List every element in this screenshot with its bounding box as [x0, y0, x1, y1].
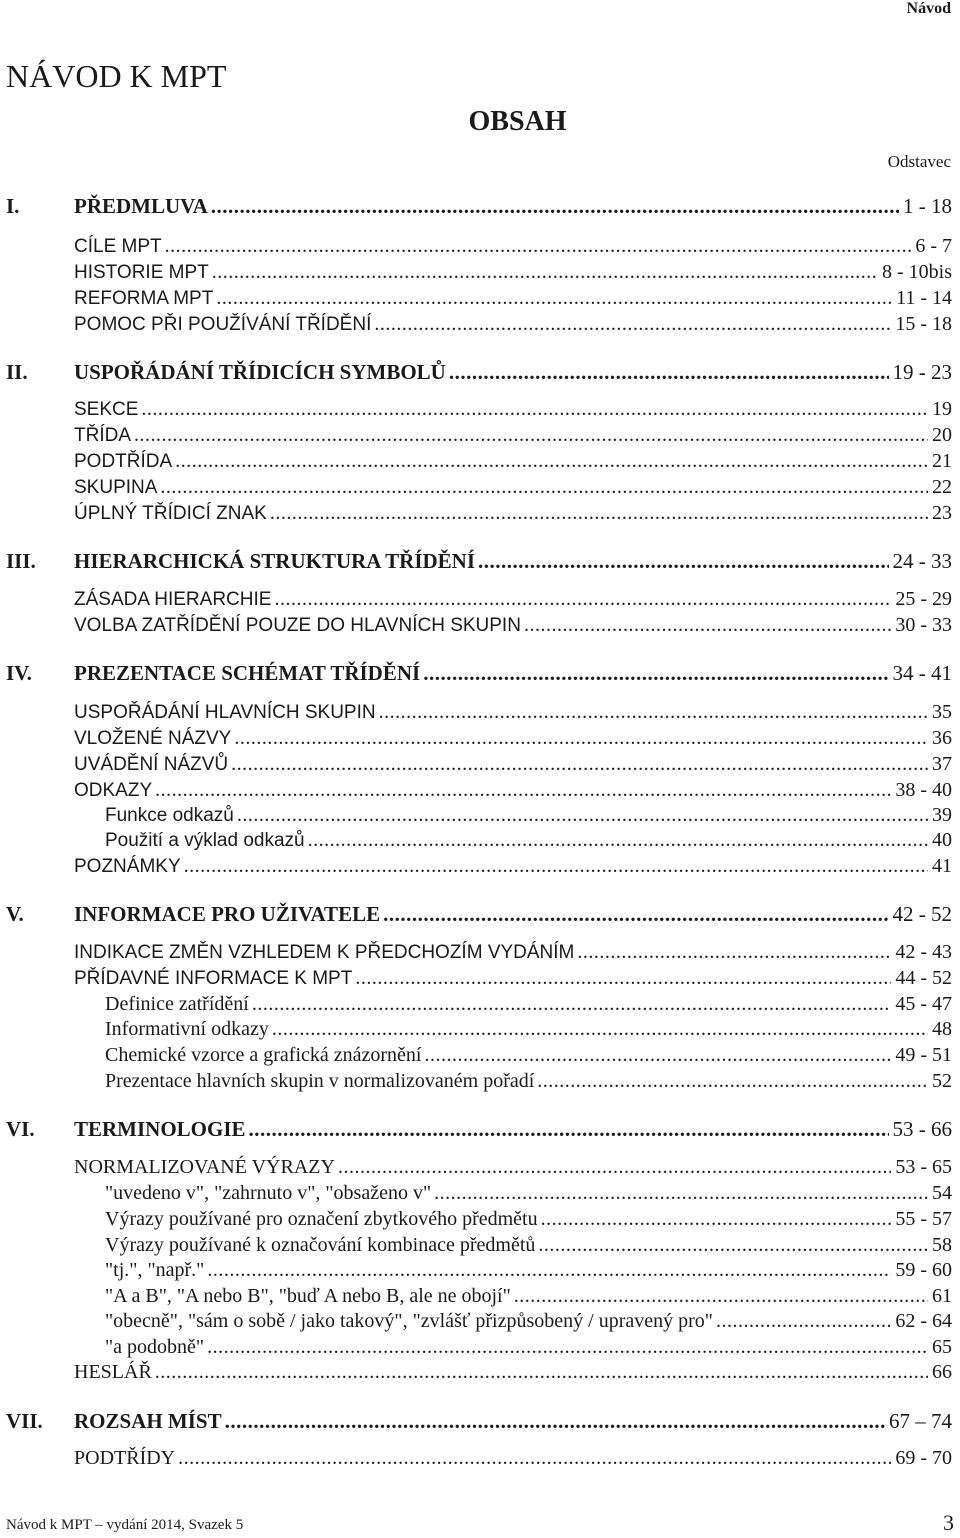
toc-entry-paragraphs: 58 [932, 1234, 952, 1256]
toc-entry-label: PREZENTACE SCHÉMAT TŘÍDĚNÍ [74, 661, 421, 685]
toc-entry-label: PŘÍDAVNÉ INFORMACE K MPT [74, 968, 353, 989]
toc-entry-paragraphs: 53 - 66 [892, 1117, 952, 1141]
toc-entry-label: POZNÁMKY [74, 856, 181, 877]
page-number: 3 [943, 1510, 954, 1535]
toc-leader-dots [212, 262, 878, 282]
toc-leader-dots [207, 1260, 891, 1280]
toc-entry-label: ÚPLNÝ TŘÍDICÍ ZNAK [74, 503, 267, 524]
toc-section-number: II. [6, 360, 28, 384]
toc-entry-label: INDIKACE ZMĚN VZHLEDEM K PŘEDCHOZÍM VYDÁNÍM [74, 942, 575, 963]
toc-entry-label: HIERARCHICKÁ STRUKTURA TŘÍDĚNÍ [74, 549, 476, 573]
toc-leader-dots [434, 1183, 928, 1203]
toc-leader-dots [160, 477, 928, 497]
toc-leader-dots [216, 288, 892, 308]
toc-entry-label: "a podobně" [105, 1336, 205, 1358]
toc-leader-dots [155, 1362, 928, 1382]
toc-entry-paragraphs: 25 - 29 [895, 588, 952, 610]
toc-entry-paragraphs: 54 [932, 1182, 952, 1204]
toc-entry-paragraphs: 40 [932, 829, 952, 851]
toc-entry-paragraphs: 39 [932, 804, 952, 826]
toc-leader-dots [338, 1157, 891, 1177]
toc-entry[interactable] [74, 399, 952, 419]
toc-entry-paragraphs: 19 - 23 [892, 360, 952, 384]
toc-entry-label: PODTŘÍDA [74, 451, 173, 472]
toc-entry-paragraphs: 21 [932, 450, 952, 472]
toc-section-number: VII. [6, 1409, 43, 1433]
toc-entry[interactable] [105, 1183, 952, 1203]
toc-entry-paragraphs: 20 [932, 424, 952, 446]
toc-entry[interactable] [74, 942, 952, 962]
toc-entry-paragraphs: 22 [932, 476, 952, 498]
toc-entry-paragraphs: 6 - 7 [915, 235, 952, 257]
toc-entry[interactable] [105, 1337, 952, 1357]
toc-entry-paragraphs: 37 [932, 753, 952, 775]
toc-entry-label: REFORMA MPT [74, 288, 214, 309]
toc-entry-paragraphs: 65 [932, 1336, 952, 1358]
toc-entry[interactable] [6, 902, 952, 926]
toc-entry-label: "tj.", "např." [105, 1259, 205, 1281]
toc-entry[interactable] [74, 262, 952, 282]
toc-entry[interactable] [6, 661, 952, 685]
toc-entry[interactable] [105, 805, 952, 825]
toc-leader-dots [134, 425, 928, 445]
document-title: NÁVOD K MPT [6, 58, 227, 94]
toc-leader-dots [225, 1411, 885, 1432]
toc-entry-label: SKUPINA [74, 477, 158, 498]
toc-entry[interactable] [74, 856, 952, 876]
toc-entry[interactable] [6, 1409, 952, 1433]
toc-entry-paragraphs: 30 - 33 [895, 614, 952, 636]
toc-entry-label: USPOŘÁDÁNÍ HLAVNÍCH SKUPIN [74, 702, 376, 723]
toc-entry[interactable] [6, 549, 952, 573]
toc-leader-dots [231, 754, 928, 774]
toc-entry-paragraphs: 1 - 18 [903, 194, 952, 218]
toc-leader-dots [141, 399, 928, 419]
toc-entry-paragraphs: 11 - 14 [896, 287, 952, 309]
toc-entry[interactable] [74, 589, 952, 609]
toc-entry[interactable] [74, 754, 952, 774]
toc-leader-dots [272, 1019, 928, 1039]
toc-leader-dots [541, 1209, 892, 1229]
toc-entry-label: Výrazy používané pro označení zbytkového předmětu [105, 1208, 538, 1230]
toc-section-number: I. [6, 194, 20, 218]
toc-entry[interactable] [105, 1311, 952, 1331]
toc-leader-dots [274, 589, 891, 609]
toc-leader-dots [211, 196, 899, 217]
toc-entry-paragraphs: 42 - 43 [895, 941, 952, 963]
toc-leader-dots [538, 1235, 928, 1255]
toc-leader-dots [577, 942, 891, 962]
toc-entry-label: TŘÍDA [74, 425, 131, 446]
toc-entry-paragraphs: 8 - 10bis [882, 261, 952, 283]
toc-leader-dots [178, 1448, 891, 1468]
toc-entry[interactable] [74, 451, 952, 471]
toc-entry-paragraphs: 49 - 51 [895, 1044, 952, 1066]
toc-entry-label: "uvedeno v", "zahrnuto v", "obsaženo v" [105, 1182, 432, 1204]
toc-leader-dots [524, 615, 891, 635]
toc-entry-paragraphs: 53 - 65 [895, 1156, 952, 1178]
toc-entry[interactable] [105, 1260, 952, 1280]
toc-entry-label: "obecně", "sám o sobě / jako takový", "zvlášť přizpůsobený / upravený pro" [105, 1310, 713, 1332]
toc-entry-label: Definice zatřídění [105, 993, 249, 1015]
toc-leader-dots [252, 994, 892, 1014]
toc-entry-paragraphs: 38 - 40 [895, 779, 952, 801]
toc-leader-dots [207, 1337, 928, 1357]
toc-entry-label: HESLÁŘ [74, 1361, 152, 1383]
toc-entry[interactable] [74, 728, 952, 748]
toc-entry-label: CÍLE MPT [74, 236, 162, 257]
toc-section-number: IV. [6, 661, 32, 685]
toc-entry-label: PŘEDMLUVA [74, 194, 208, 218]
toc-leader-dots [374, 314, 891, 334]
toc-entry[interactable] [74, 780, 952, 800]
toc-entry[interactable] [105, 1071, 952, 1091]
toc-entry[interactable] [74, 477, 952, 497]
toc-entry-label: USPOŘÁDÁNÍ TŘÍDICÍCH SYMBOLŮ [74, 360, 446, 384]
toc-leader-dots [249, 1119, 889, 1140]
toc-leader-dots [424, 1045, 891, 1065]
toc-entry-label: SEKCE [74, 399, 139, 420]
toc-entry-paragraphs: 35 [932, 701, 952, 723]
toc-entry[interactable] [74, 615, 952, 635]
toc-entry-paragraphs: 59 - 60 [895, 1259, 952, 1281]
toc-entry-paragraphs: 19 [932, 398, 952, 420]
toc-leader-dots [716, 1311, 891, 1331]
toc-section-number: VI. [6, 1117, 35, 1141]
column-label: Odstavec [887, 152, 951, 171]
toc-entry-paragraphs: 62 - 64 [895, 1310, 952, 1332]
toc-entry-label: VOLBA ZATŘÍDĚNÍ POUZE DO HLAVNÍCH SKUPIN [74, 615, 521, 636]
toc-entry[interactable] [74, 425, 952, 445]
toc-entry[interactable] [74, 236, 952, 256]
toc-entry-label: Chemické vzorce a grafická znázornění [105, 1044, 422, 1066]
toc-entry-label: Použití a výklad odkazů [105, 830, 305, 851]
toc-entry[interactable] [74, 1448, 952, 1468]
toc-entry-paragraphs: 23 [932, 502, 952, 524]
toc-leader-dots [449, 362, 889, 383]
toc-entry[interactable] [105, 1235, 952, 1255]
toc-entry[interactable] [105, 1019, 952, 1039]
toc-entry-paragraphs: 52 [932, 1070, 952, 1092]
toc-heading: OBSAH [468, 106, 567, 137]
toc-entry-label: HISTORIE MPT [74, 262, 209, 283]
toc-section-number: V. [6, 902, 24, 926]
toc-entry[interactable] [6, 1117, 952, 1141]
toc-entry-label: ROZSAH MÍST [74, 1409, 222, 1433]
toc-entry-label: PODTŘÍDY [74, 1447, 176, 1469]
toc-entry[interactable] [105, 1209, 952, 1229]
toc-leader-dots [514, 1286, 928, 1306]
toc-entry-paragraphs: 34 - 41 [892, 661, 952, 685]
toc-leader-dots [175, 451, 928, 471]
toc-leader-dots [355, 968, 891, 988]
toc-leader-dots [308, 830, 928, 850]
toc-entry-label: POMOC PŘI POUŽÍVÁNÍ TŘÍDĚNÍ [74, 314, 372, 335]
toc-leader-dots [379, 702, 928, 722]
toc-entry-label: Prezentace hlavních skupin v normalizovaném pořadí [105, 1070, 535, 1092]
toc-leader-dots [155, 780, 891, 800]
toc-entry-paragraphs: 55 - 57 [895, 1208, 952, 1230]
toc-entry[interactable] [105, 830, 952, 850]
toc-entry-label: Informativní odkazy [105, 1018, 269, 1040]
toc-entry[interactable] [105, 1045, 952, 1065]
toc-entry-label: NORMALIZOVANÉ VÝRAZY [74, 1156, 335, 1178]
toc-entry[interactable] [74, 1362, 952, 1382]
toc-entry[interactable] [6, 194, 952, 218]
toc-entry[interactable] [74, 503, 952, 523]
toc-entry-label: Výrazy používané k označování kombinace předmětů [105, 1234, 536, 1256]
toc-entry-paragraphs: 69 - 70 [895, 1447, 952, 1469]
toc-entry-paragraphs: 45 - 47 [895, 993, 952, 1015]
toc-section-number: III. [6, 549, 36, 573]
toc-entry-paragraphs: 42 - 52 [892, 902, 952, 926]
running-header: Návod [906, 0, 951, 17]
toc-entry-label: TERMINOLOGIE [74, 1117, 246, 1141]
toc-entry[interactable] [105, 1286, 952, 1306]
toc-leader-dots [234, 728, 928, 748]
toc-entry-paragraphs: 48 [932, 1018, 952, 1040]
toc-entry-paragraphs: 66 [932, 1361, 952, 1383]
toc-entry[interactable] [6, 360, 952, 384]
toc-leader-dots [383, 904, 888, 925]
toc-entry-label: Funkce odkazů [105, 805, 234, 826]
toc-leader-dots [184, 856, 928, 876]
toc-entry[interactable] [105, 994, 952, 1014]
footer-text: Návod k MPT – vydání 2014, Svazek 5 [6, 1517, 244, 1533]
toc-entry[interactable] [74, 314, 952, 334]
toc-entry-paragraphs: 36 [932, 727, 952, 749]
toc-entry[interactable] [74, 702, 952, 722]
toc-entry-label: "A a B", "A nebo B", "buď A nebo B, ale ne obojí" [105, 1285, 511, 1307]
toc-entry-paragraphs: 44 - 52 [895, 967, 952, 989]
toc-leader-dots [537, 1071, 928, 1091]
toc-leader-dots [423, 663, 888, 684]
toc-entry-paragraphs: 41 [932, 855, 952, 877]
toc-entry-label: UVÁDĚNÍ NÁZVŮ [74, 754, 229, 775]
toc-entry-label: ZÁSADA HIERARCHIE [74, 589, 272, 610]
toc-entry[interactable] [74, 288, 952, 308]
toc-entry-paragraphs: 61 [932, 1285, 952, 1307]
toc-leader-dots [270, 503, 928, 523]
toc-entry-label: VLOŽENÉ NÁZVY [74, 728, 232, 749]
toc-entry-paragraphs: 15 - 18 [895, 313, 952, 335]
toc-entry-paragraphs: 24 - 33 [892, 549, 952, 573]
toc-entry-label: ODKAZY [74, 780, 153, 801]
toc-leader-dots [165, 236, 912, 256]
toc-entry-label: INFORMACE PRO UŽIVATELE [74, 902, 381, 926]
toc-entry[interactable] [74, 1157, 952, 1177]
toc-entry-paragraphs: 67 – 74 [889, 1409, 952, 1433]
toc-leader-dots [478, 551, 888, 572]
toc-leader-dots [237, 805, 928, 825]
toc-entry[interactable] [74, 968, 952, 988]
